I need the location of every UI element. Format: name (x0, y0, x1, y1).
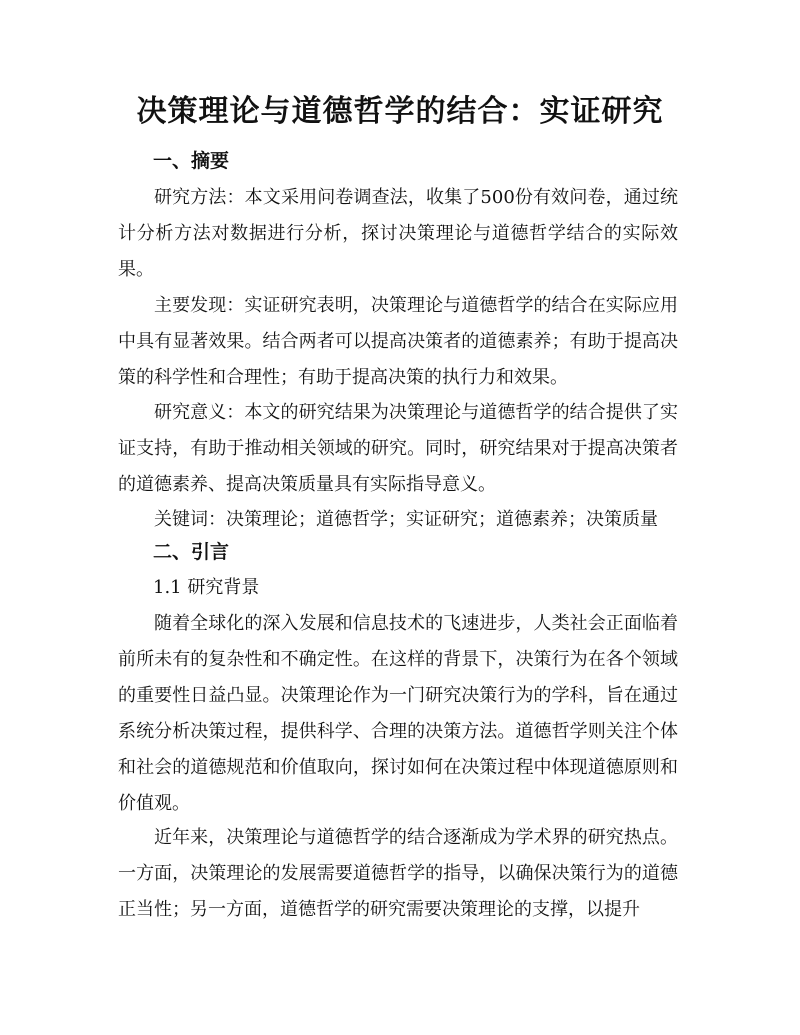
background-paragraph-1: 随着全球化的深入发展和信息技术的飞速进步，人类社会正面临着前所未有的复杂性和不确定性。在这样的背景下，决策行为在各个领域的重要性日益凸显。决策理论作为一门研究决策行为的学科，旨在通过系统分析决策过程，提供科学、合理的决策方法。道德哲学则关注个体和社会的道德规范和价值取向，探讨如何在决策过程中体现道德原则和价值观。 (118, 613, 678, 814)
abstract-significance-paragraph: 研究意义：本文的研究结果为决策理论与道德哲学的结合提供了实证支持，有助于推动相关领域的研究。同时，研究结果对于提高决策者的道德素养、提高决策质量具有实际指导意义。 (118, 402, 678, 495)
keywords-line: 关键词：决策理论；道德哲学；实证研究；道德素养；决策质量 (154, 509, 658, 530)
abstract-methods-paragraph: 研究方法：本文采用问卷调查法，收集了500份有效问卷，通过统计分析方法对数据进行分析，探讨决策理论与道德哲学结合的实际效果。 (118, 187, 678, 280)
section-heading-abstract: 一、摘要 (153, 150, 230, 172)
background-paragraph-2: 近年来，决策理论与道德哲学的结合逐渐成为学术界的研究热点。一方面，决策理论的发展需要道德哲学的指导，以确保决策行为的道德正当性；另一方面，道德哲学的研究需要决策理论的支撑，以提升 (118, 827, 678, 920)
subsection-heading-background: 1.1 研究背景 (153, 577, 260, 598)
abstract-findings-paragraph: 主要发现：实证研究表明，决策理论与道德哲学的结合在实际应用中具有显著效果。结合两者可以提高决策者的道德素养；有助于提高决策的科学性和合理性；有助于提高决策的执行力和效果。 (118, 295, 678, 388)
section-heading-introduction: 二、引言 (153, 541, 230, 563)
document-title: 决策理论与道德哲学的结合：实证研究 (136, 94, 664, 129)
